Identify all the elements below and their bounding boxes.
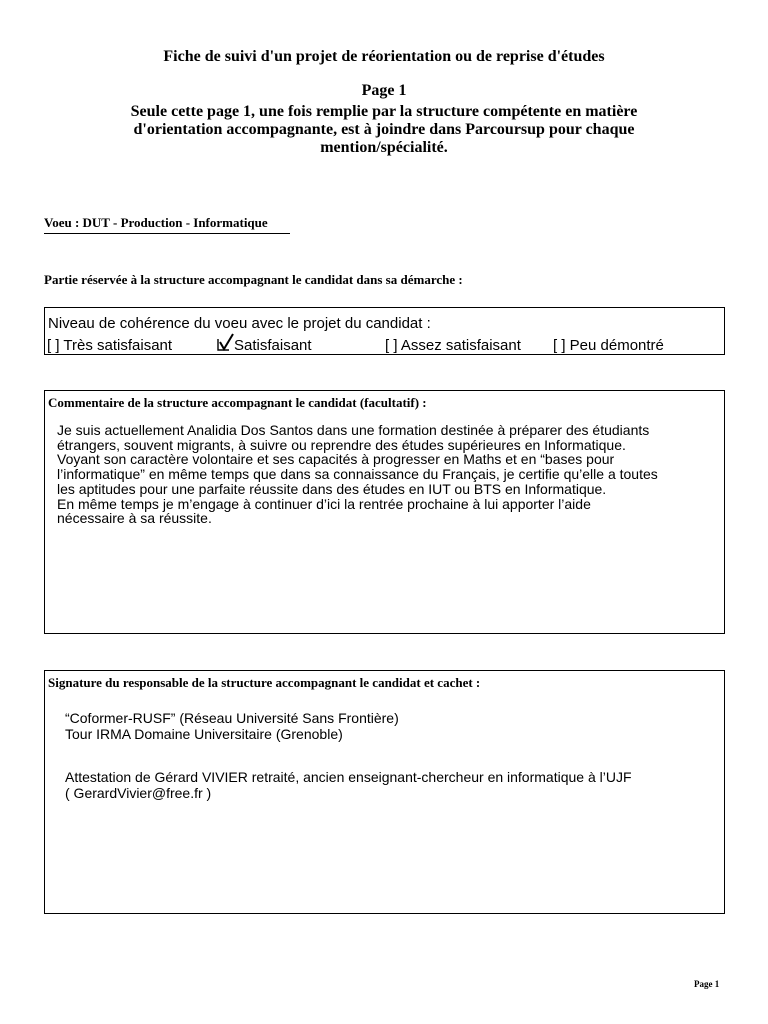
comment-line: les aptitudes pour une parfaite réussite dans des études en IUT ou BTS en Informatique.: [57, 480, 607, 497]
instructions: [0, 103, 768, 157]
section-label: Partie réservée à la structure accompagnant le candidat dans sa démarche :: [44, 272, 463, 287]
comment-line: étrangers, souvent migrants, à suivre ou reprendre des études supérieures en Informatique.: [57, 436, 626, 453]
attestation-info: [65, 769, 632, 801]
wish-label: Voeu : DUT - Production - Informatique: [44, 215, 290, 234]
attestation-line: ( GerardVivier@free.fr ): [65, 785, 212, 801]
organization-line: “Coformer-RUSF” (Réseau Université Sans Frontière): [65, 710, 399, 726]
comment-heading: Commentaire de la structure accompagnant le candidat (facultatif) :: [48, 395, 427, 410]
option-label: [ ] Très satisfaisant: [47, 337, 173, 354]
instruction-line: d'orientation accompagnante, est à joindre dans Parcoursup pour chaque: [133, 121, 635, 138]
option-label: [ ] Assez satisfaisant: [385, 337, 521, 354]
option-peu-demontre[interactable]: [553, 337, 664, 354]
comment-line: Voyant son caractère volontaire et ses capacités à progresser en Maths et en “bases pour: [57, 451, 615, 468]
comment-line: nécessaire à sa réussite.: [57, 510, 212, 527]
option-label: Satisfaisant: [234, 337, 312, 354]
organization-info: [65, 710, 399, 742]
option-tres-satisfaisant[interactable]: [47, 337, 172, 354]
option-assez-satisfaisant[interactable]: [385, 337, 521, 354]
attestation-line: Attestation de Gérard VIVIER retraité, ancien enseignant-chercheur en informatique à l’UJF: [65, 769, 632, 785]
page-label: Page 1: [361, 82, 407, 99]
option-satisfaisant[interactable]: [217, 337, 312, 354]
comment-line: En même temps je m’engage à continuer d’ici la rentrée prochaine à lui apporter l’aide: [57, 495, 591, 512]
signature-heading: Signature du responsable de la structure accompagnant le candidat et cachet :: [48, 675, 481, 690]
comment-line: l’informatique” en même temps que dans sa connaissance du Français, je certifie qu’elle a toutes: [57, 466, 658, 483]
comment-box: [44, 390, 725, 634]
comment-line: Je suis actuellement Analidia Dos Santos dans une formation destinée à préparer des étudiants: [57, 422, 650, 438]
coherence-box: [44, 307, 725, 355]
checkmark-icon: [217, 333, 235, 353]
signature-box: [44, 670, 725, 914]
coherence-question: Niveau de cohérence du voeu avec le projet du candidat :: [48, 315, 431, 332]
organization-line: Tour IRMA Domaine Universitaire (Grenoble): [65, 726, 343, 742]
comment-text[interactable]: [57, 423, 658, 526]
document-title: Fiche de suivi d'un projet de réorientation ou de reprise d'études: [163, 48, 605, 65]
option-label: [ ] Peu démontré: [553, 337, 664, 354]
page-number: Page 1: [694, 979, 720, 989]
instruction-line: Seule cette page 1, une fois remplie par la structure compétente en matière: [130, 103, 638, 120]
instruction-line: mention/spécialité.: [320, 139, 448, 156]
